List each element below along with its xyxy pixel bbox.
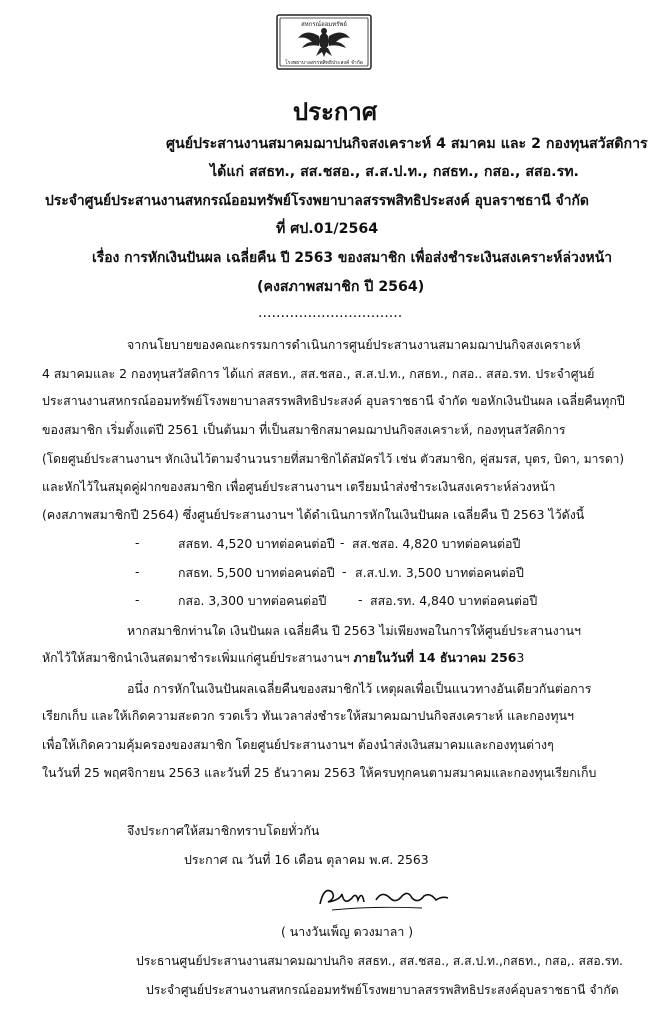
signer-position-line-2: ประจำศูนย์ประสานงานสหกรณ์ออมทรัพย์โรงพยาบาลสรรพสิทธิประสงค์อุบลราชธานี จำกัด: [146, 983, 619, 997]
deadline-tail: 3: [516, 650, 525, 665]
header-line-cooperative: ประจำศูนย์ประสานงานสหกรณ์ออมทรัพย์โรงพยาบาลสรรพสิทธิประสงค์ อุบลราชธานี จำกัด: [45, 193, 589, 209]
svg-text:โรงพยาบาลสรรพสิทธิประสงค์ จำกั: โรงพยาบาลสรรพสิทธิประสงค์ จำกัด: [285, 60, 363, 66]
document-subject: เรื่อง การหักเงินปันผล เฉลี่ยคืน ปี 2563 ของสมาชิก เพื่อส่งชำระเงินสงเคราะห์ล่วงหน้า: [92, 250, 613, 266]
paragraph-1-line-4: ของสมาชิก เริ่มตั้งแต่ปี 2561 เป็นต้นมา ที่เป็นสมาชิกสมาคมฌาปนกิจสงเคราะห์, กองทุนสวัสดิการ: [42, 422, 566, 437]
paragraph-1-line-2: 4 สมาคมและ 2 กองทุนสวัสดิการ ได้แก่ สสธท., สส.ชสอ., ส.ส.ป.ท., กสธท., กสอ.. สสอ.รท. ประจำศูนย์: [42, 366, 595, 381]
closing-statement: จึงประกาศให้สมาชิกทราบโดยทั่วกัน: [127, 823, 320, 838]
rate-bullet: -: [358, 592, 363, 607]
announcement-date: ประกาศ ณ วันที่ 16 เดือน ตุลาคม พ.ศ. 2563: [184, 852, 429, 867]
page-title: ประกาศ: [292, 98, 378, 126]
rate-left-3: กสอ. 3,300 บาทต่อคนต่อปี: [178, 593, 327, 608]
separator: ................................: [258, 305, 403, 321]
svg-text:สหกรณ์ออมทรัพย์: สหกรณ์ออมทรัพย์: [301, 21, 347, 28]
paragraph-2-line-1: หากสมาชิกท่านใด เงินปันผล เฉลี่ยคืน ปี 2563 ไม่เพียงพอในการให้ศูนย์ประสานงานฯ: [127, 623, 582, 638]
paragraph-1-line-6: และหักไว้ในสมุดคู่ฝากของสมาชิก เพื่อศูนย์ประสานงานฯ เตรียมนำส่งชำระเงินสงเคราะห์ล่วงหน้า: [42, 479, 556, 494]
paragraph-1-line-5: (โดยศูนย์ประสานงานฯ หักเงินไว้ตามจำนวนรายที่สมาชิกได้สมัครไว้ เช่น ตัวสมาชิก, คู่สมรส, บุตร, บิดา, มารดา): [42, 452, 625, 466]
document-number: ที่ ศป.01/2564: [276, 221, 379, 237]
rate-right-1: สส.ชสอ. 4,820 บาทต่อคนต่อปี: [352, 536, 521, 551]
document-subject-note: (คงสภาพสมาชิก ปี 2564): [257, 279, 425, 295]
header-line-association: ศูนย์ประสานงานสมาคมฌาปนกิจสงเคราะห์ 4 สมาคม และ 2 กองทุนสวัสดิการ: [166, 136, 648, 152]
deadline-text: ภายในวันที่ 14 ธันวาคม 256: [353, 650, 517, 665]
paragraph-3-line-3: เพื่อให้เกิดความคุ้มครองของสมาชิก โดยศูนย์ประสานงานฯ ต้องนำส่งเงินสมาคมและกองทุนต่างๆ: [42, 737, 554, 752]
rate-bullet: -: [135, 535, 140, 550]
paragraph-2-text: หักไว้ให้สมาชิกนำเงินสดมาชำระเพิ่มแก่ศูนย์ประสานงานฯ: [42, 650, 354, 665]
paragraph-1-line-1: จากนโยบายของคณะกรรมการดำเนินการศูนย์ประสานงานสมาคมฌาปนกิจสงเคราะห์: [127, 337, 581, 352]
signer-position-line-1: ประธานศูนย์ประสานงานสมาคมฌาปนกิจ สสธท., สส.ชสอ., ส.ส.ป.ท.,กสธท., กสอ,. สสอ.รท.: [136, 954, 624, 968]
rate-bullet: -: [135, 564, 140, 579]
paragraph-1-line-3: ประสานงานสหกรณ์ออมทรัพย์โรงพยาบาลสรรพสิทธิประสงค์ อุบลราชธานี จำกัด ขอหักเงินปันผล เฉลี่ยคืนทุกปี: [42, 393, 625, 408]
rate-right-2: ส.ส.ป.ท. 3,500 บาทต่อคนต่อปี: [355, 565, 524, 580]
rate-bullet: -: [340, 535, 345, 550]
paragraph-1-line-7: (คงสภาพสมาชิกปี 2564) ซึ่งศูนย์ประสานงานฯ ได้ดำเนินการหักในเงินปันผล เฉลี่ยคืน ปี 2563 ไว้ดังนี้: [42, 507, 585, 522]
paragraph-3-line-4: ในวันที่ 25 พฤศจิกายน 2563 และวันที่ 25 ธันวาคม 2563 ให้ครบทุกคนตามสมาคมและกองทุนเรียกเก็บ: [42, 765, 597, 780]
signer-name: ( นางวันเพ็ญ ดวงมาลา ): [281, 924, 414, 939]
rate-bullet: -: [342, 564, 347, 579]
rate-right-3: สสอ.รท. 4,840 บาทต่อคนต่อปี: [370, 593, 538, 608]
rate-left-2: กสธท. 5,500 บาทต่อคนต่อปี: [178, 565, 335, 580]
rate-bullet: -: [135, 592, 140, 607]
paragraph-2-line-2: [42, 649, 524, 668]
rate-left-1: สสธท. 4,520 บาทต่อคนต่อปี: [178, 536, 335, 551]
handwritten-signature: [312, 876, 462, 916]
header-line-members: ได้แก่ สสธท., สส.ชสอ., ส.ส.ป.ท., กสธท., กสอ., สสอ.รท.: [210, 164, 579, 180]
cooperative-seal-logo: [276, 14, 372, 70]
paragraph-3-line-1: อนึ่ง การหักในเงินปันผลเฉลี่ยคืนของสมาชิกไว้ เหตุผลเพื่อเป็นแนวทางอันเดียวกันต่อการ: [127, 681, 592, 696]
paragraph-3-line-2: เรียกเก็บ และให้เกิดความสะดวก รวดเร็ว ทันเวลาส่งชำระให้สมาคมฌาปนกิจสงเคราะห์ และกองทุนฯ: [42, 708, 574, 723]
